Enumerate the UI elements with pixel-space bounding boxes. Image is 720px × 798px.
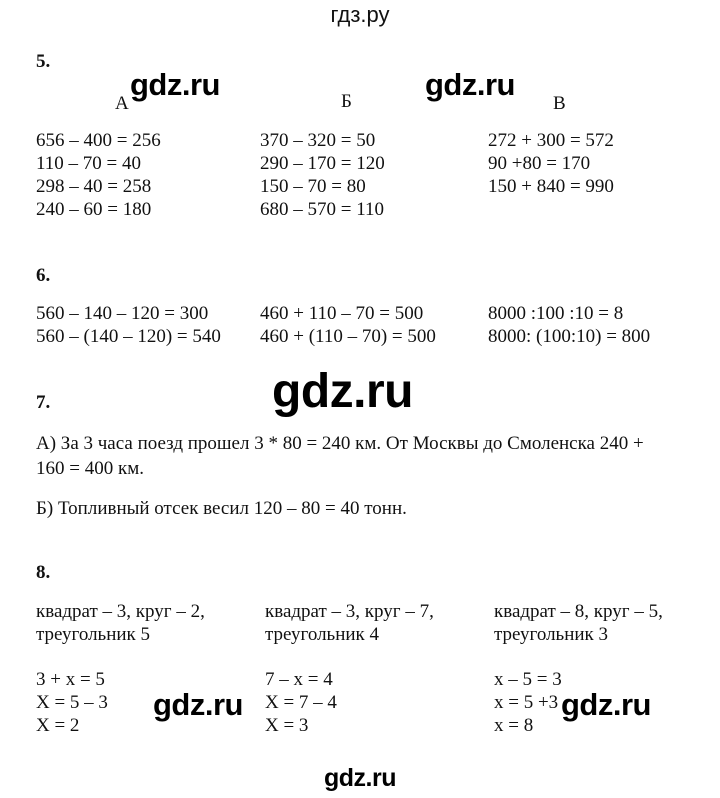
- equation-line: 8000: (100:10) = 800: [488, 326, 651, 347]
- task-5-column-b: [260, 129, 385, 221]
- task-8-number: 8.: [36, 562, 51, 583]
- task-7-answer-b: Б) Топливный отсек весил 120 – 80 = 40 тонн.: [36, 498, 407, 519]
- equation-line: х = 8: [494, 715, 534, 736]
- text-line: квадрат – 8, круг – 5,: [494, 601, 663, 622]
- equation-line: Х = 3: [265, 715, 309, 736]
- task-6-column-a: [36, 302, 221, 348]
- watermark: gdz.ru: [425, 67, 515, 102]
- text-line: треугольник 4: [265, 624, 380, 645]
- task-5-column-a-label: А: [115, 93, 129, 114]
- equation-line: 3 + х = 5: [36, 669, 105, 690]
- equation-line: 8000 :100 :10 = 8: [488, 303, 624, 324]
- equation-line: 272 + 300 = 572: [488, 130, 614, 151]
- task-6-number: 6.: [36, 265, 51, 286]
- equation-line: Х = 7 – 4: [265, 692, 337, 713]
- equation-line: 560 – (140 – 120) = 540: [36, 326, 221, 347]
- equation-line: 290 – 170 = 120: [260, 153, 385, 174]
- equation-line: 460 + (110 – 70) = 500: [260, 326, 436, 347]
- watermark: gdz.ru: [153, 687, 243, 722]
- text-line: треугольник 5: [36, 624, 151, 645]
- task-7-number: 7.: [36, 392, 51, 413]
- equation-line: 150 + 840 = 990: [488, 176, 614, 197]
- equation-line: х = 5 +3: [494, 692, 559, 713]
- equation-line: 7 – х = 4: [265, 669, 333, 690]
- task-7-answer-a-line-1: А) За 3 часа поезд прошел 3 * 80 = 240 км. От Москвы до Смоленска 240 +: [36, 433, 644, 454]
- task-5-number: 5.: [36, 51, 51, 72]
- equation-line: 680 – 570 = 110: [260, 199, 385, 220]
- task-8-equation-c: [494, 668, 562, 737]
- equation-line: 370 – 320 = 50: [260, 130, 376, 151]
- equation-line: 298 – 40 = 258: [36, 176, 152, 197]
- text-line: квадрат – 3, круг – 2,: [36, 601, 205, 622]
- task-6-column-b: [260, 302, 436, 348]
- task-5-column-c: [488, 129, 614, 198]
- text-line: квадрат – 3, круг – 7,: [265, 601, 434, 622]
- task-8-shapes-c: [494, 600, 663, 646]
- task-7-answer-a-line-2: 160 = 400 км.: [36, 458, 144, 479]
- equation-line: х – 5 = 3: [494, 669, 562, 690]
- equation-line: Х = 5 – 3: [36, 692, 108, 713]
- task-8-equation-b: [265, 668, 337, 737]
- equation-line: 110 – 70 = 40: [36, 153, 142, 174]
- equation-line: 90 +80 = 170: [488, 153, 591, 174]
- equation-line: 656 – 400 = 256: [36, 130, 161, 151]
- task-8-shapes-b: [265, 600, 434, 646]
- site-header: гдз.ру: [330, 2, 390, 27]
- task-8-equation-a: [36, 668, 108, 737]
- watermark: gdz.ru: [561, 687, 651, 722]
- equation-line: 560 – 140 – 120 = 300: [36, 303, 209, 324]
- footer-watermark: gdz.ru: [324, 764, 396, 792]
- watermark: gdz.ru: [130, 67, 220, 102]
- task-5-column-b-label: Б: [341, 91, 352, 112]
- task-6-column-c: [488, 302, 650, 348]
- equation-line: 240 – 60 = 180: [36, 199, 152, 220]
- task-5-column-a: [36, 129, 161, 221]
- equation-line: 460 + 110 – 70 = 500: [260, 303, 424, 324]
- watermark: gdz.ru: [272, 365, 413, 418]
- equation-line: 150 – 70 = 80: [260, 176, 366, 197]
- task-5-column-c-label: В: [553, 93, 566, 114]
- text-line: треугольник 3: [494, 624, 609, 645]
- task-8-shapes-a: [36, 600, 205, 646]
- equation-line: Х = 2: [36, 715, 80, 736]
